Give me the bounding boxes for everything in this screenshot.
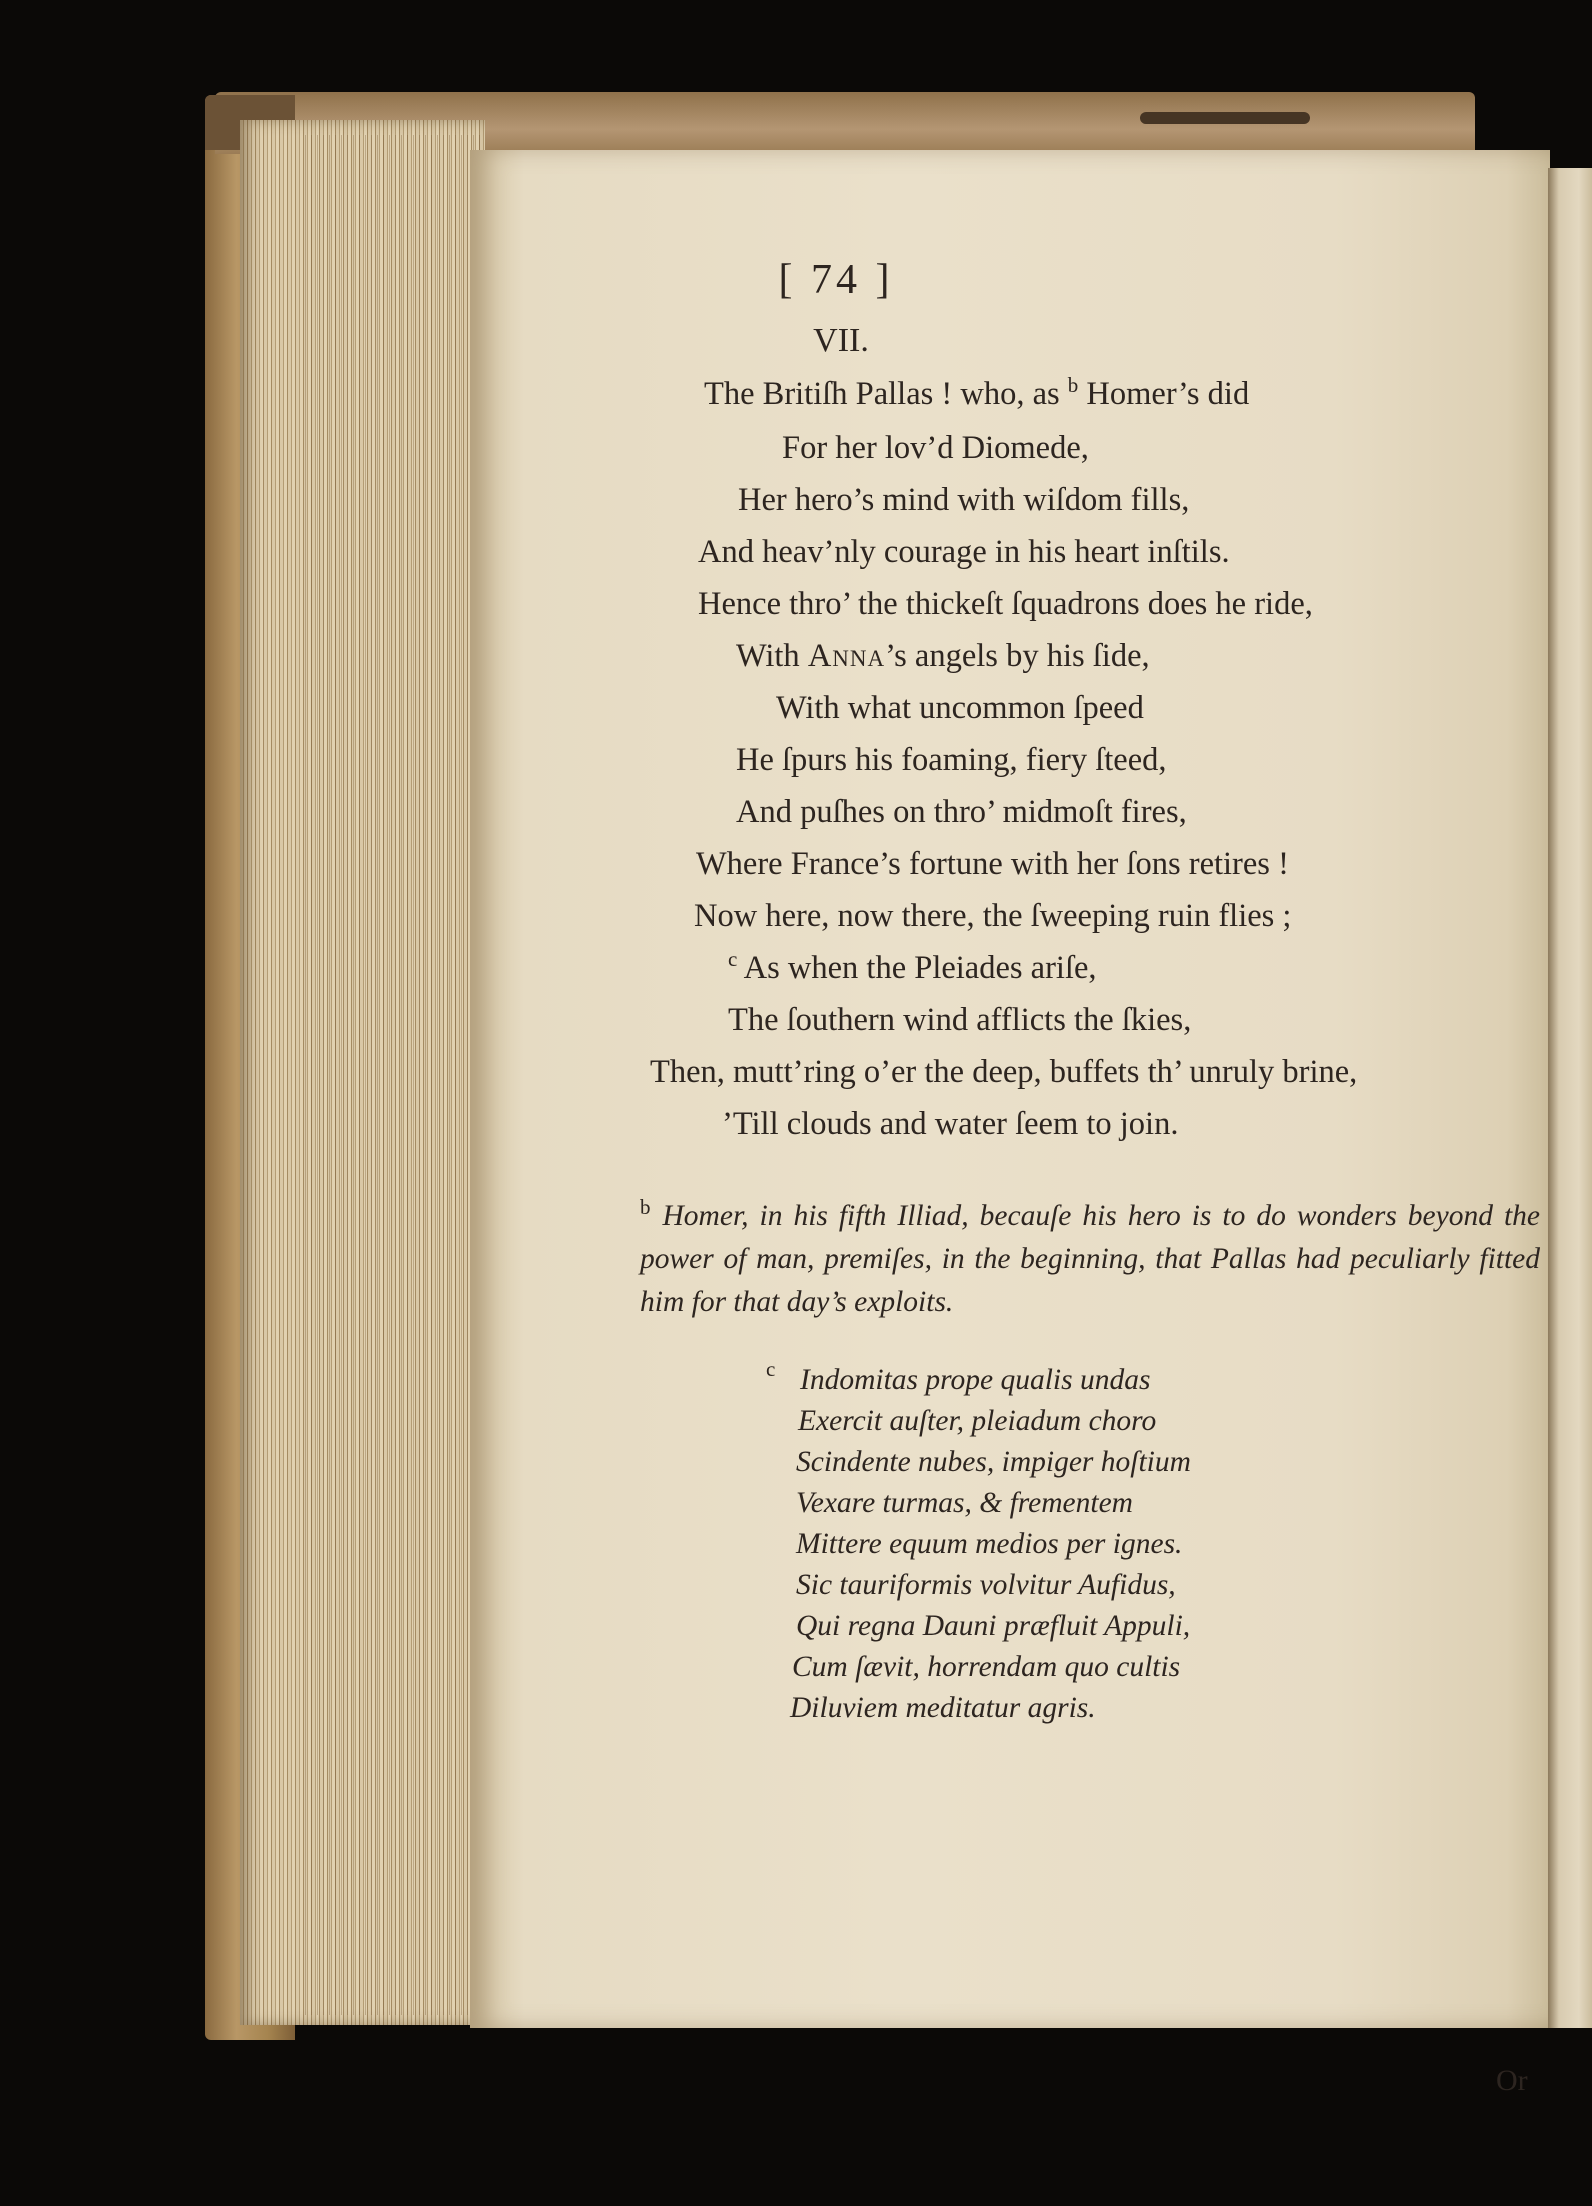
poem-line	[650, 1056, 1357, 1089]
poem-text: With what uncommon ſpeed	[776, 690, 1144, 726]
latin-line: Cum ſævit, horrendam quo cultis	[792, 1651, 1181, 1683]
poem-text: Now here, now there, the ſweeping ruin flies ;	[694, 898, 1292, 934]
poem-text: For her lov’d Diomede,	[782, 430, 1089, 466]
footnote-text: Homer, in his fifth Illiad, becauſe his hero is to do wonders beyond the power of man, premiſes, in the beginning, that Pallas had peculiarly fitted him for that day’s exploits.	[640, 1200, 1540, 1318]
poem-line	[782, 432, 1089, 465]
latin-line: Diluviem meditatur agris.	[790, 1692, 1096, 1724]
poem-line	[698, 536, 1230, 569]
spine-wear	[1140, 112, 1310, 124]
footnote-b	[640, 1195, 1540, 1324]
latin-line: Sic tauriformis volvitur Aufidus,	[796, 1569, 1176, 1601]
poem-text: ’Till clouds and water ſeem to join.	[722, 1106, 1179, 1142]
latin-line: Mittere equum medios per ignes.	[796, 1528, 1183, 1560]
poem-text: The ſouthern wind afflicts the ſkies,	[728, 1002, 1192, 1038]
footnote-marker: b	[640, 1195, 651, 1220]
footnote-reference: c	[728, 947, 738, 972]
stanza-number: VII.	[813, 322, 869, 359]
poem-line	[728, 1004, 1191, 1037]
poem-text: He ſpurs his foaming, fiery ſteed,	[736, 742, 1167, 778]
poem-text: Hence thro’ the thickeſt ſquadrons does he ride,	[698, 586, 1313, 622]
poem-text-small-caps: Anna	[807, 638, 886, 674]
poem-line	[776, 692, 1144, 725]
poem-line	[736, 640, 1150, 673]
poem-text: Homer’s did	[1078, 376, 1250, 412]
poem-line	[736, 744, 1167, 777]
latin-line: Scindente nubes, impiger hoſtium	[796, 1446, 1191, 1478]
poem-line	[736, 796, 1187, 829]
poem-line	[738, 484, 1189, 517]
footnote-reference: b	[1067, 373, 1079, 398]
poem-text: And puſhes on thro’ midmoſt fires,	[736, 794, 1187, 830]
latin-line: Exercit auſter, pleiadum choro	[798, 1405, 1157, 1437]
poem-line	[722, 1108, 1178, 1141]
poem-text: Then, mutt’ring o’er the deep, buffets th’ unruly brine,	[650, 1054, 1358, 1090]
poem-text: And heav’nly courage in his heart inſtils.	[698, 534, 1230, 570]
poem-line	[696, 848, 1289, 881]
poem-line	[728, 947, 1097, 986]
poem-text: As when the Pleiades ariſe,	[737, 950, 1097, 986]
facing-page-edge	[1548, 168, 1592, 2028]
poem-text: Her hero’s mind with wiſdom fills,	[738, 482, 1190, 518]
poem-line	[704, 373, 1250, 412]
catchword: Or	[1496, 2064, 1528, 2097]
poem-text: ’s angels by his ſide,	[885, 638, 1150, 674]
poem-text: The Britiſh Pallas ! who, as	[704, 376, 1068, 412]
page-edges-shading	[300, 135, 485, 2015]
poem-line	[698, 588, 1313, 621]
latin-line: Qui regna Dauni præfluit Appuli,	[796, 1610, 1191, 1642]
poem-text: Where France’s fortune with her ſons retires !	[696, 846, 1289, 882]
poem-text: With	[736, 638, 808, 674]
footnote-marker: c	[766, 1357, 776, 1381]
latin-line: Indomitas prope qualis undas	[800, 1364, 1151, 1396]
poem-line	[694, 900, 1291, 933]
latin-line: Vexare turmas, & frementem	[796, 1487, 1133, 1519]
page-number: [ 74 ]	[778, 257, 894, 303]
